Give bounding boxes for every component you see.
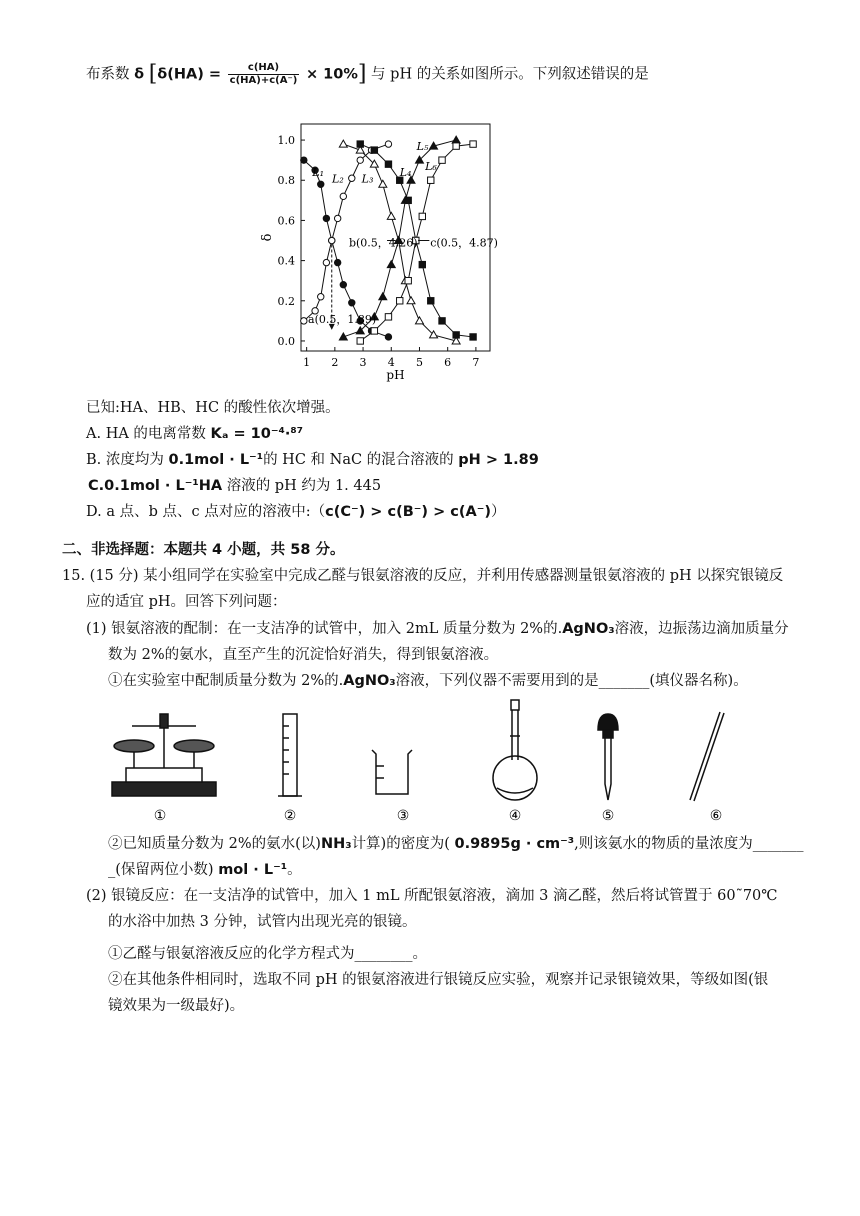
annotation-a: a(0.5，1.89) (308, 312, 377, 326)
data-point (387, 261, 395, 268)
option-a (86, 424, 303, 444)
right-bracket: ] (357, 61, 367, 87)
annotation-b: b(0.5，4.26) (348, 236, 418, 250)
y-tick-label: 0.0 (277, 334, 295, 348)
nh3-formula: NH₃ (320, 836, 352, 852)
y-tick-label: 1.0 (277, 134, 295, 148)
q15-part2-line1: (2) 银镜反应：在一支洁净的试管中，加入 1 mL 所配银氨溶液，滴加 3 滴乙醛，然后将试管置于 60˜70℃ (86, 888, 778, 904)
data-point (357, 157, 363, 163)
data-point (407, 297, 415, 304)
series-label-4: L₄ (399, 166, 412, 180)
density-value: 0.9895g · cm⁻³ (454, 836, 575, 852)
beaker-drawing (372, 750, 412, 794)
delta-ha: δ(HA) = (157, 66, 222, 83)
data-point (387, 212, 395, 219)
y-tick-label: 0.8 (277, 174, 295, 188)
data-point (428, 298, 434, 304)
option-d-formula: c(C⁻) > c(B⁻) > c(A⁻) (325, 504, 492, 520)
option-b-result: pH > 1.89 (458, 452, 539, 468)
series-label-3: L₃ (361, 172, 374, 186)
data-point (357, 338, 363, 344)
data-point (318, 294, 324, 300)
x-tick-label: 3 (359, 356, 367, 369)
q15-p1d-mid: 计算)的密度为( (351, 836, 450, 852)
option-b (86, 450, 539, 470)
q15-p1c-post: 溶液，下列仪器不需要用到的是_______(填仪器名称)。 (395, 673, 748, 689)
q15-part2-q2-line2: 镜效果为一级最好)。 (108, 998, 245, 1014)
q15-p1c-pre: ①在实验室中配制质量分数为 2%的. (108, 673, 344, 689)
q15-line2: 应的适宜 pH。回答下列问题： (86, 594, 287, 610)
volumetric-flask-drawing (493, 700, 537, 800)
dropper-drawing (598, 714, 618, 800)
data-point (385, 334, 391, 340)
data-point (452, 136, 460, 143)
times-ten-percent: × 10% (305, 66, 358, 83)
data-point (301, 157, 307, 163)
delta-symbol: δ (134, 66, 145, 83)
data-point (419, 213, 425, 219)
data-point (379, 180, 387, 187)
y-tick-label: 0.6 (277, 214, 295, 228)
y-tick-label: 0.2 (277, 294, 295, 308)
left-bracket: [ (148, 61, 158, 87)
fraction-numerator: c(HA) (228, 62, 300, 75)
data-point (318, 181, 324, 187)
data-point (323, 259, 329, 265)
option-d-text: D. a 点、b 点、c 点对应的溶液中:（ (86, 504, 326, 520)
q15-line1: 15. (15 分) 某小组同学在实验室中完成乙醛与银氨溶液的反应，并利用传感器测量银氨溶液的 pH 以探究银镜反 (62, 568, 784, 584)
series-label-5: L₅ (416, 140, 429, 154)
agno3-formula-2: AgNO₃ (343, 673, 396, 689)
intro-suffix: 与 pH 的关系如图所示。下列叙述错误的是 (371, 66, 649, 83)
data-point (301, 318, 307, 324)
data-point (419, 261, 425, 267)
x-tick-label: 6 (444, 356, 452, 369)
option-b-conc: 0.1mol · L⁻¹ (168, 452, 264, 468)
q15-p1a-pre: (1) 银氨溶液的配制：在一支洁净的试管中，加入 2mL 质量分数为 2%的. (86, 621, 563, 637)
option-a-text: A. HA 的电离常数 (86, 426, 206, 442)
data-point (385, 141, 391, 147)
q15-part2-line2: 的水浴中加热 3 分钟，试管内出现光亮的银镜。 (108, 914, 417, 930)
section-heading: 二、非选择题：本题共 4 小题，共 58 分。 (62, 542, 345, 558)
y-tick-label: 0.4 (277, 254, 295, 268)
data-point (453, 143, 459, 149)
cylinder-drawing (278, 714, 302, 796)
agno3-formula: AgNO₃ (562, 621, 615, 637)
balance-drawing (112, 714, 216, 796)
option-d-close: ） (491, 504, 506, 520)
data-point (323, 215, 329, 221)
data-point (428, 177, 434, 183)
delta-fraction (228, 62, 300, 87)
q15-part1-q2-cont (108, 860, 302, 880)
x-tick-label: 7 (472, 356, 480, 369)
x-tick-label: 2 (331, 356, 339, 369)
q15-part2-q1: ①乙醛与银氨溶液反应的化学方程式为________。 (108, 946, 427, 962)
x-axis-label: pH (386, 368, 405, 382)
q15-part1-line2: 数为 2%的氨水，直至产生的沉淀恰好消失，得到银氨溶液。 (108, 647, 499, 663)
intro-line (86, 62, 649, 87)
apparatus-label-4: ④ (508, 808, 522, 824)
data-point (334, 215, 340, 221)
known-condition: 已知:HA、HB、HC 的酸性依次增强。 (86, 400, 340, 416)
q15-p1d-post: ,则该氨水的物质的量浓度为_______ (574, 836, 804, 852)
data-point (397, 298, 403, 304)
data-point (371, 328, 377, 334)
x-tick-label: 5 (415, 356, 423, 369)
x-tick-label: 1 (303, 356, 311, 369)
data-point (357, 141, 363, 147)
q15-p1d-pre: ②已知质量分数为 2%的氨水(以) (108, 836, 321, 852)
x-tick-label: 4 (387, 356, 395, 369)
q15-p1e-post: 。 (287, 862, 302, 878)
apparatus-label-5: ⑤ (601, 808, 615, 824)
data-point (349, 175, 355, 181)
data-point (379, 293, 387, 300)
data-point (470, 141, 476, 147)
q15-part1-line1 (86, 619, 789, 639)
data-point (470, 334, 476, 340)
glass-rod-drawing (690, 712, 724, 801)
data-point (349, 300, 355, 306)
option-b-mid: 的 HC 和 NaC 的混合溶液的 (263, 452, 454, 468)
option-d (86, 502, 506, 522)
series-label-2: L₂ (332, 172, 344, 186)
series-label-6: L₆ (425, 160, 437, 174)
option-a-formula: Kₐ = 10⁻⁴·⁸⁷ (210, 426, 304, 442)
apparatus-label-1: ① (153, 808, 167, 824)
q15-part1-q2 (108, 834, 804, 854)
apparatus-label-2: ② (283, 808, 297, 824)
y-axis-label: δ (260, 233, 275, 242)
option-c-text: 溶液的 pH 约为 1. 445 (226, 478, 382, 494)
series-label-1: L₁ (312, 166, 325, 180)
intro-prefix: 布系数 (86, 66, 130, 83)
data-point (439, 157, 445, 163)
data-point (334, 259, 340, 265)
data-point (415, 317, 423, 324)
apparatus-label-6: ⑥ (709, 808, 723, 824)
option-c-formula: C.0.1mol · L⁻¹HA (88, 478, 223, 494)
data-point (385, 161, 391, 167)
apparatus-label-3: ③ (396, 808, 410, 824)
data-point (439, 318, 445, 324)
data-point (340, 193, 346, 199)
data-point (405, 277, 411, 283)
fraction-denominator: c(HA)+c(A⁻) (229, 75, 298, 86)
data-point (385, 314, 391, 320)
molarity-unit: mol · L⁻¹ (218, 862, 288, 878)
data-point (453, 332, 459, 338)
data-point (340, 282, 346, 288)
q15-part1-q1 (108, 671, 748, 691)
q15-part2-q2-line1: ②在其他条件相同时，选取不同 pH 的银氨溶液进行银镜反应实验，观察并记录银镜效果，等级如图(银 (108, 972, 769, 988)
annotation-c: c(0.5，4.87) (430, 236, 498, 250)
data-point (329, 237, 335, 243)
data-point (405, 197, 411, 203)
option-c (88, 476, 381, 496)
q15-p1e-pre: _(保留两位小数) (108, 862, 214, 878)
option-b-text: B. 浓度均为 (86, 452, 164, 468)
apparatus-figure (0, 696, 860, 826)
q15-p1a-post: 溶液，边振荡边滴加质量分 (614, 621, 789, 637)
data-point (371, 147, 377, 153)
data-point (339, 140, 347, 147)
